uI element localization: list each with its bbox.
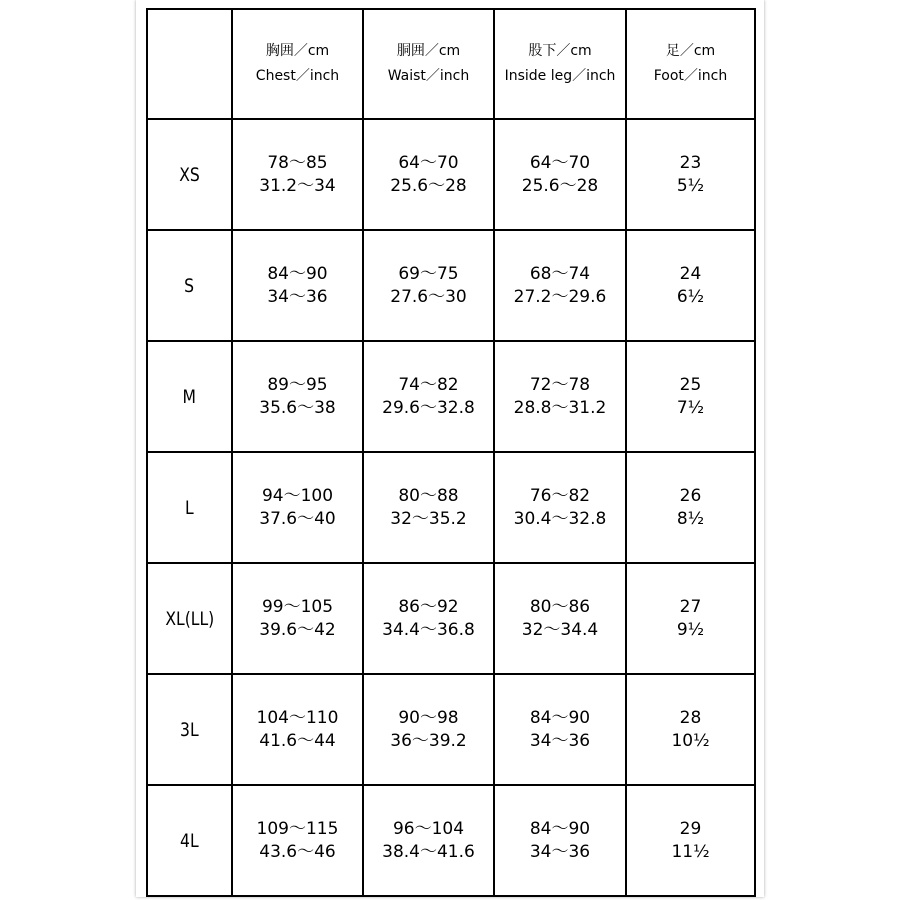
waist-cell (363, 674, 494, 785)
header-chest (232, 9, 363, 119)
leg-cm-value: 68～74 (529, 263, 591, 284)
waist-inch-value: 36～39.2 (390, 730, 467, 751)
foot-inch-value: 9½ (676, 619, 705, 640)
waist-cm-value: 64～70 (398, 152, 459, 173)
size-label: 4L (180, 829, 199, 852)
waist-cm-value: 74～82 (398, 374, 459, 395)
chest-cell (232, 341, 363, 452)
waist-cell (363, 119, 494, 230)
leg-inch-value: 34～36 (529, 841, 591, 862)
inside-leg-cell (494, 230, 626, 341)
size-label: XL(LL) (165, 607, 214, 630)
chest-cm-value: 89～95 (267, 374, 328, 395)
size-label: 3L (180, 718, 199, 741)
header-en: Foot／inch (653, 68, 728, 84)
waist-inch-value: 27.6～30 (390, 286, 467, 307)
foot-cell (626, 119, 755, 230)
foot-cell (626, 674, 755, 785)
header-jp: 股下／cm (528, 43, 592, 59)
table-row-s (147, 230, 755, 341)
chest-inch-value: 34～36 (267, 286, 328, 307)
inside-leg-cell (494, 341, 626, 452)
foot-cell (626, 785, 755, 896)
size-label-cell (147, 452, 232, 563)
foot-cm-value: 26 (679, 485, 702, 506)
leg-inch-value: 28.8～31.2 (513, 397, 607, 418)
leg-inch-value: 27.2～29.6 (513, 286, 607, 307)
chest-cm-value: 78～85 (267, 152, 328, 173)
waist-inch-value: 29.6～32.8 (382, 397, 475, 418)
header-row (147, 9, 755, 119)
foot-cell (626, 341, 755, 452)
table-row-4l (147, 785, 755, 896)
chest-cell (232, 452, 363, 563)
inside-leg-cell (494, 452, 626, 563)
inside-leg-cell (494, 785, 626, 896)
waist-inch-value: 34.4～36.8 (382, 619, 475, 640)
size-label-cell (147, 230, 232, 341)
foot-cm-value: 28 (679, 707, 702, 728)
waist-cell (363, 785, 494, 896)
foot-inch-value: 10½ (671, 730, 710, 751)
table-row-xs (147, 119, 755, 230)
inside-leg-cell (494, 563, 626, 674)
foot-cm-value: 29 (679, 818, 702, 839)
waist-cell (363, 230, 494, 341)
foot-inch-value: 8½ (676, 508, 705, 529)
leg-inch-value: 25.6～28 (521, 175, 599, 196)
foot-cm-value: 25 (679, 374, 702, 395)
header-corner-cell (147, 9, 232, 119)
foot-inch-value: 5½ (676, 175, 705, 196)
size-label: S (184, 274, 195, 297)
waist-inch-value: 32～35.2 (390, 508, 467, 529)
header-inside-leg (494, 9, 626, 119)
size-label-cell (147, 341, 232, 452)
size-label: M (182, 385, 197, 408)
header-en: Chest／inch (255, 68, 340, 84)
table-row-3l (147, 674, 755, 785)
leg-cm-value: 72～78 (529, 374, 591, 395)
size-label: XS (179, 163, 200, 186)
foot-cm-value: 24 (679, 263, 702, 284)
chest-inch-value: 37.6～40 (259, 508, 336, 529)
waist-cm-value: 86～92 (398, 596, 459, 617)
foot-inch-value: 11½ (671, 841, 710, 862)
header-jp: 胴囲／cm (396, 43, 461, 59)
waist-cm-value: 96～104 (392, 818, 465, 839)
chest-cm-value: 84～90 (267, 263, 328, 284)
foot-cm-value: 23 (679, 152, 702, 173)
table-row-xl (147, 563, 755, 674)
size-label-cell (147, 785, 232, 896)
waist-cm-value: 80～88 (398, 485, 459, 506)
foot-cm-value: 27 (679, 596, 702, 617)
inside-leg-cell (494, 674, 626, 785)
waist-cell (363, 341, 494, 452)
leg-cm-value: 84～90 (529, 818, 591, 839)
chest-inch-value: 41.6～44 (259, 730, 336, 751)
header-waist (363, 9, 494, 119)
leg-inch-value: 30.4～32.8 (513, 508, 607, 529)
foot-inch-value: 6½ (676, 286, 705, 307)
leg-cm-value: 80～86 (529, 596, 591, 617)
size-label-cell (147, 119, 232, 230)
waist-cell (363, 452, 494, 563)
chest-cell (232, 230, 363, 341)
header-jp: 胸囲／cm (265, 43, 330, 59)
waist-cm-value: 69～75 (398, 263, 459, 284)
size-label: L (185, 496, 194, 519)
waist-cell (363, 563, 494, 674)
chest-inch-value: 43.6～46 (259, 841, 336, 862)
chest-cell (232, 674, 363, 785)
foot-cell (626, 563, 755, 674)
header-foot (626, 9, 755, 119)
leg-inch-value: 34～36 (529, 730, 591, 751)
chest-inch-value: 39.6～42 (259, 619, 336, 640)
size-chart-table (146, 8, 756, 897)
leg-cm-value: 84～90 (529, 707, 591, 728)
size-label-cell (147, 563, 232, 674)
foot-cell (626, 230, 755, 341)
chest-cm-value: 99～105 (261, 596, 334, 617)
waist-cm-value: 90～98 (398, 707, 459, 728)
waist-inch-value: 25.6～28 (390, 175, 467, 196)
header-en: Waist／inch (387, 68, 470, 84)
chest-cm-value: 104～110 (256, 707, 339, 728)
leg-cm-value: 64～70 (529, 152, 591, 173)
waist-inch-value: 38.4～41.6 (382, 841, 475, 862)
header-jp: 足／cm (665, 43, 716, 59)
chest-cell (232, 785, 363, 896)
inside-leg-cell (494, 119, 626, 230)
chest-cell (232, 563, 363, 674)
chest-inch-value: 31.2～34 (259, 175, 336, 196)
chest-cm-value: 94～100 (261, 485, 334, 506)
chest-cm-value: 109～115 (256, 818, 339, 839)
chest-inch-value: 35.6～38 (259, 397, 336, 418)
leg-cm-value: 76～82 (529, 485, 591, 506)
header-en: Inside leg／inch (504, 68, 616, 84)
foot-inch-value: 7½ (676, 397, 705, 418)
chest-cell (232, 119, 363, 230)
size-label-cell (147, 674, 232, 785)
table-row-m (147, 341, 755, 452)
leg-inch-value: 32～34.4 (521, 619, 599, 640)
table-row-l (147, 452, 755, 563)
foot-cell (626, 452, 755, 563)
